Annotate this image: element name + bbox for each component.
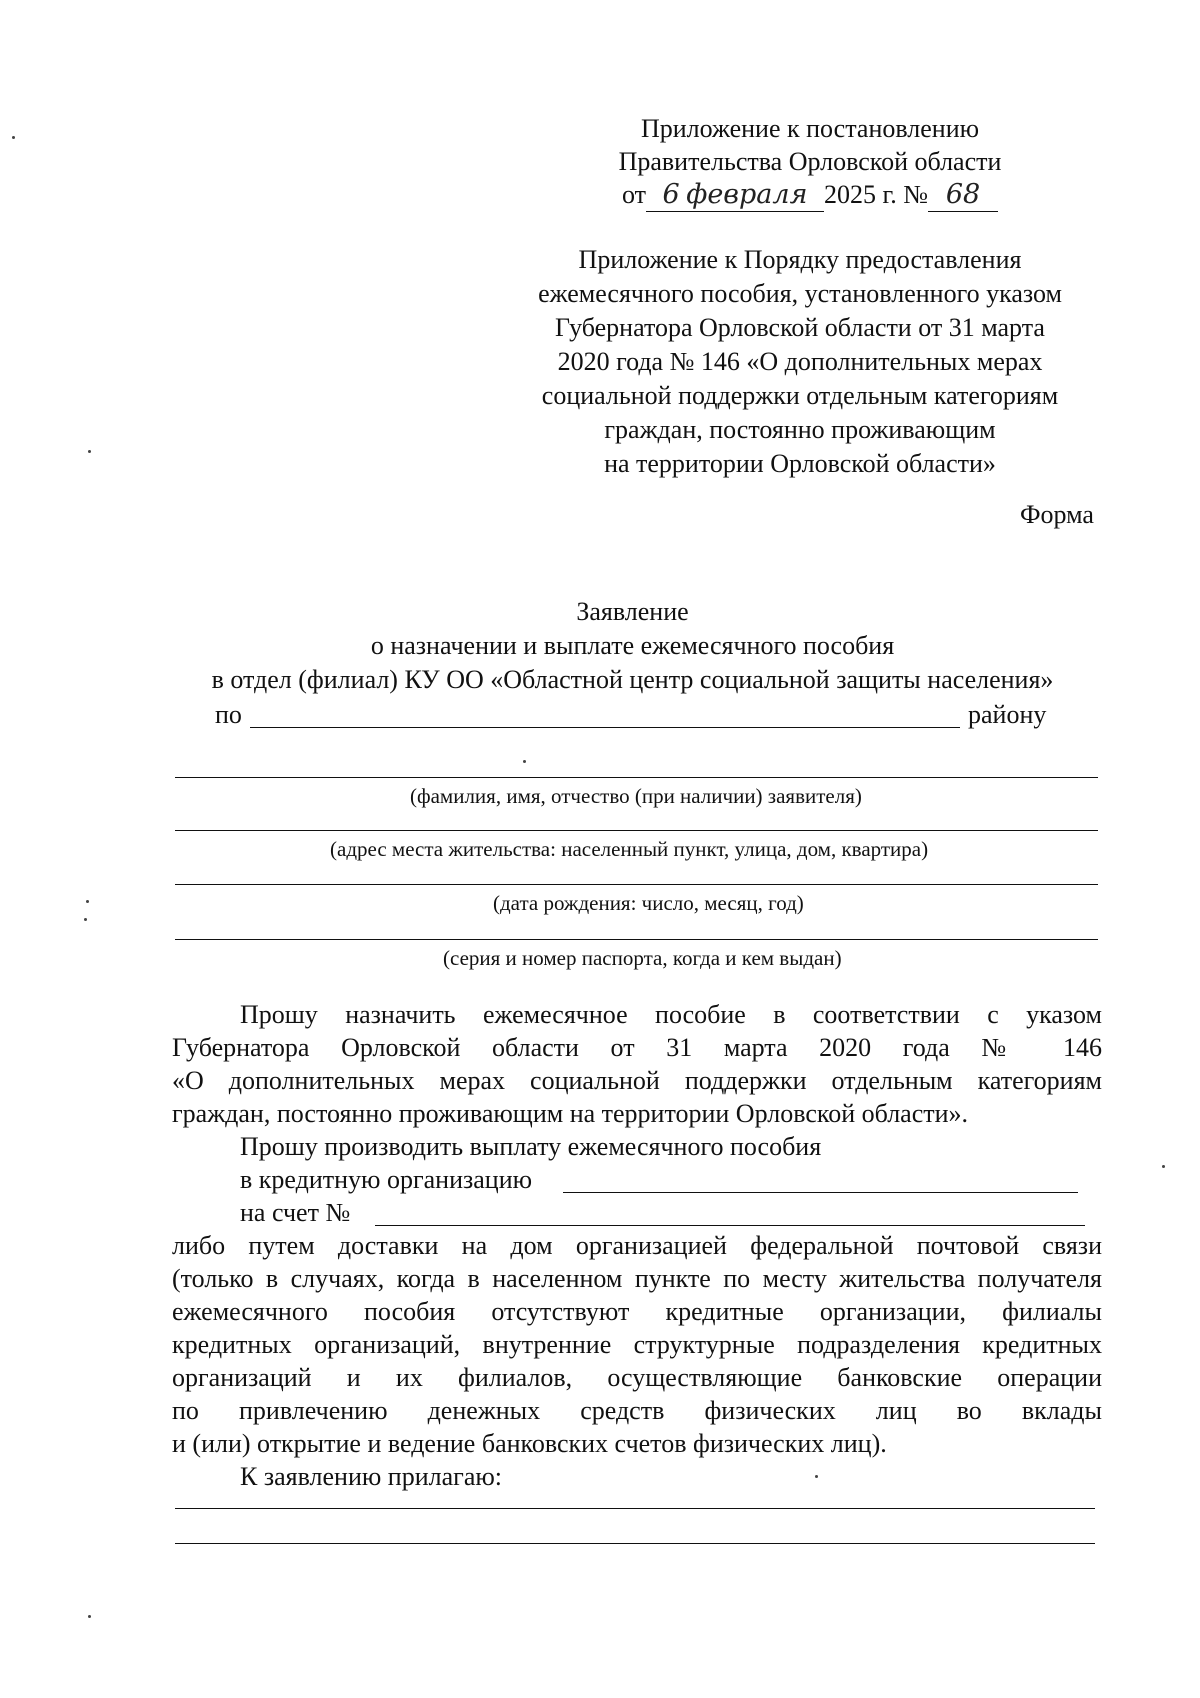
procedure-line: социальной поддержки отдельным категориям — [541, 381, 1059, 410]
scan-speck — [88, 1615, 91, 1618]
appendix-header — [560, 112, 1060, 211]
request-line: граждан, постоянно проживающим на территории Орловской области». — [172, 1099, 969, 1128]
postal-line: организаций и их филиалов, осуществляющие банковские операции — [172, 1363, 1102, 1392]
account-number-field[interactable] — [375, 1225, 1085, 1226]
address-field[interactable] — [175, 830, 1098, 831]
attachments-field-2[interactable] — [175, 1543, 1095, 1544]
resolution-number: 68 — [945, 179, 981, 210]
scan-speck — [815, 1475, 818, 1478]
title-line-3: в отдел (филиал) КУ ОО «Областной центр социальной защиты населения» — [211, 665, 1054, 694]
form-label: Форма — [1020, 500, 1094, 529]
district-prefix: по — [215, 700, 242, 729]
request-line: Губернатора Орловской области от 31 марта 2020 года № 146 — [172, 1033, 1102, 1062]
procedure-appendix-block — [500, 243, 1100, 481]
credit-org-field[interactable] — [563, 1192, 1078, 1193]
address-caption: (адрес места жительства: населенный пункт, улица, дом, квартира) — [330, 837, 929, 861]
scan-speck — [84, 918, 87, 921]
application-title-block — [165, 595, 1100, 697]
date-day: 6 — [662, 179, 680, 210]
account-label: на счет № — [240, 1198, 351, 1227]
procedure-line: Приложение к Порядку предоставления — [578, 245, 1022, 274]
date-prefix: от — [621, 180, 646, 209]
fio-field[interactable] — [175, 777, 1098, 778]
fio-caption: (фамилия, имя, отчество (при наличии) заявителя) — [410, 784, 862, 808]
procedure-line: ежемесячного пособия, установленного указом — [538, 279, 1062, 308]
scan-speck — [1162, 1165, 1165, 1168]
district-field[interactable] — [250, 727, 960, 728]
scan-speck — [523, 760, 526, 763]
request-line: Прошу назначить ежемесячное пособие в соответствии с указом — [240, 1000, 1102, 1029]
title-line-1: Заявление — [576, 597, 689, 626]
date-month: февраля — [686, 179, 808, 210]
postal-delivery-paragraph — [172, 1229, 1102, 1460]
postal-line: по привлечению денежных средств физических лиц во вклады — [172, 1396, 1102, 1425]
procedure-line: на территории Орловской области» — [604, 449, 996, 478]
postal-line: и (или) открытие и ведение банковских счетов физических лиц). — [172, 1429, 887, 1458]
payment-request-line: Прошу производить выплату ежемесячного пособия — [240, 1132, 822, 1161]
procedure-line: 2020 года № 146 «О дополнительных мерах — [557, 347, 1043, 376]
district-suffix: району — [968, 700, 1047, 729]
appendix-line-1: Приложение к постановлению — [640, 114, 980, 143]
date-handwritten — [646, 178, 824, 212]
attachments-label: К заявлению прилагаю: — [240, 1462, 503, 1491]
appendix-line-2: Правительства Орловской области — [618, 147, 1002, 176]
credit-org-label: в кредитную организацию — [240, 1165, 533, 1194]
postal-line: кредитных организаций, внутренние структурные подразделения кредитных — [172, 1330, 1102, 1359]
postal-line: либо путем доставки на дом организацией федеральной почтовой связи — [172, 1231, 1102, 1260]
title-line-2: о назначении и выплате ежемесячного пособия — [370, 631, 895, 660]
birth-date-field[interactable] — [175, 884, 1098, 885]
scan-speck — [12, 136, 15, 139]
passport-field[interactable] — [175, 939, 1098, 940]
request-paragraph — [172, 998, 1102, 1130]
birth-date-caption: (дата рождения: число, месяц, год) — [493, 891, 804, 915]
postal-line: ежемесячного пособия отсутствуют кредитные организации, филиалы — [172, 1297, 1102, 1326]
date-year: 2025 г. № — [823, 180, 929, 209]
postal-line: (только в случаях, когда в населенном пункте по месту жительства получателя — [172, 1264, 1102, 1293]
scan-speck — [86, 900, 89, 903]
attachments-field-1[interactable] — [175, 1508, 1095, 1509]
request-line: «О дополнительных мерах социальной поддержки отдельным категориям — [172, 1066, 1102, 1095]
procedure-line: граждан, постоянно проживающим — [604, 415, 996, 444]
passport-caption: (серия и номер паспорта, когда и кем выдан) — [443, 946, 842, 970]
scan-speck — [88, 450, 91, 453]
resolution-number-field — [928, 178, 998, 212]
procedure-line: Губернатора Орловской области от 31 марта — [555, 313, 1045, 342]
appendix-date-line — [560, 178, 1060, 211]
